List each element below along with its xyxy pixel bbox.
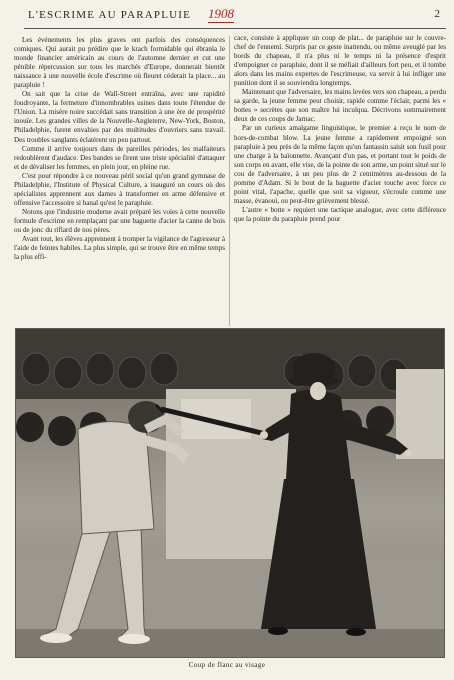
paragraph: Les événements les plus graves ont parfois des conséquences comiques. Qui aurait pu prédire que le krach formidable qui ébranla le monde financier américain au cours de l'automne dernier et cut une pénible répercussion sur tous les marchés d'Europe, donnerait bientôt naissance à une nouvelle école d'escrime où fleuret céderait la place... au parapluie ! <box>14 36 225 90</box>
page-header <box>10 6 444 28</box>
left-text-column <box>14 36 225 262</box>
column-divider <box>229 36 230 326</box>
paragraph: On sait que la crise de Wall-Street entraîna, avec une rapidité foudroyante, la fermeture d'innombrables usines dans toute l'étendue de l'Union. La misère noire succédait sans transition à une ère de prospérité inouïe. Les grandes villes de la Nouvelle-Angleterre, New-York, Boston, Philadelphie, furent envahies par des multitudes d'ouvriers sans travail. Des troubles sanglants éclatèrent un peu partout. <box>14 90 225 144</box>
paragraph: Par un curieux amalgame linguistique, le premier a reçu le nom de hors-de-combat blow. La jeune femme a rapidement empoigné son parapluie à peu près de la même façon qu'un fantassin saisit son fusil pour une charge à la baïonnette. Avançant d'un pas, et portant tout le poids de son corps en avant, elle vise, de la pointe de son arme, un point situé sur le cou de l'adversaire, à un peu plus de 2 centimètres au-dessous de la pomme d'Adam. Si le bout de la baguette d'acier touche avec force ce point vital, l'apache, quelle que soit sa vigueur, s'écroule comme une masse, évanoui, ou peut-être grièvement blessé. <box>234 124 446 205</box>
paragraph: L'autre « botte » requiert une tactique analogue, avec cette différence que la pointe du parapluie prend pour <box>234 205 446 223</box>
handwritten-year: 1908 <box>208 6 234 21</box>
paragraph: Avant tout, les élèves apprennent à tromper la vigilance de l'agresseur à l'aide de feintes habiles. La plus simple, qui se trouve être en même temps la plus effi- <box>14 235 225 262</box>
fencing-photograph <box>15 328 445 658</box>
paragraph: C'est pour répondre à ce nouveau péril social qu'un grand gymnase de Philadelphie, l'Institute of Physical Culture, a inauguré un cours où des spécialistes apprennent aux dames à transformer en arme défensive et offensive l'accessoire si banal qu'est le parapluie. <box>14 171 225 207</box>
page-number: 2 <box>434 8 440 20</box>
paragraph: Maintenant que l'adversaire, les mains levées vers son chapeau, a perdu sa garde, la jeune femme peut choisir, rapide comme l'éclair, parmi les « bottes » secrètes que son maître lui inculqua. Décrivons sommairement deux de ces coups de Jarnac. <box>234 88 446 124</box>
header-rule <box>24 28 446 29</box>
article-title: L'ESCRIME AU PARAPLUIE <box>28 9 192 21</box>
paragraph: Comme il arrive toujours dans de pareilles périodes, les malfaiteurs redoublèrent d'audace. Des bandes se firent une triste spécialité d'attaquer et de dévaliser les femmes, en plein jour, en pleine rue. <box>14 144 225 171</box>
photo-caption: Coup de flanc au visage <box>188 661 266 669</box>
right-text-column <box>234 34 446 224</box>
paragraph: Notons que l'industrie moderne avait préparé les voies à cette nouvelle formule d'escrime en remplaçant par une baguette d'acier la canne de bois ou de jonc du riflard de nos pères. <box>14 207 225 234</box>
paragraph: cace, consiste à appliquer un coup de plat... de parapluie sur le couvre-chef de l'ennemi. Surpris par ce geste inattendu, ou même aveuglé par les bords du chapeau, il n'a plus ni le temps ni la présence d'esprit d'empoigner ce parapluie, dont il se méfiait d'ailleurs fort peu, et il tombe alors dans les mains expertes de l'escrimeuse, va servir à lui infliger une punition dont il se souviendra longtemps. <box>234 34 446 88</box>
